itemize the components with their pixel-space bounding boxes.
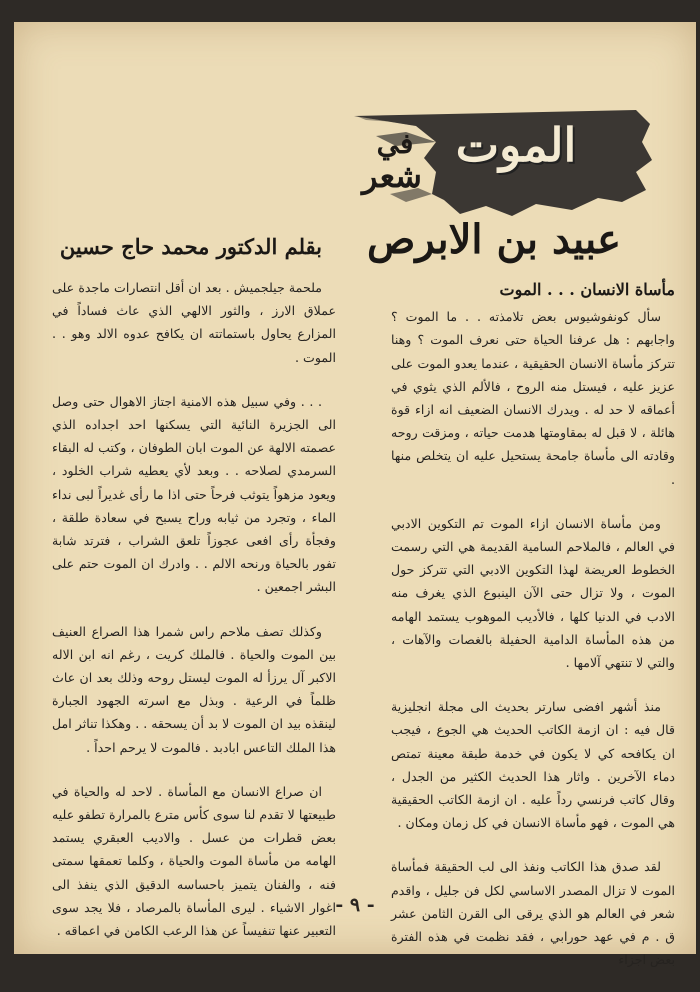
paragraph: سأل كونفوشيوس بعض تلامذته . . ما الموت ؟ واجابهم : هل عرفنا الحياة حتى نعرف الموت ؟ وهنا تتركز مأساة الانسان الحقيقية ، عندما يعدو الموت على عزيز عليه ، فيستل منه الروح ، فالألم الذي يثوي في أعماقه لا حد له . ويدرك الانسان الضعيف انه ازاء قوة هائلة ، لا قبل له بمقاومتها هدمت حياته ، ومزقت روحه وقادته الى مأساة جامحة يستحيل عليه ان يتخلص منها . <box>391 309 675 487</box>
section-heading: مأساة الانسان . . . الموت <box>499 280 675 299</box>
poet-name-heading: عبيد بن الابرص <box>367 216 621 263</box>
page-number: - ٩ - <box>335 894 375 916</box>
title-artwork <box>336 102 652 222</box>
paragraph: ملحمة جيلجميش . بعد ان أقل انتصارات ماجدة على عملاق الارز ، والثور الالهي الذي عاث فساداً في المزارع يحاول باستماتته ان يكافح عدوه الالد وهو . . الموت . <box>52 280 336 365</box>
article-column-right <box>391 276 675 992</box>
paragraph: لقد صدق هذا الكاتب ونفذ الى لب الحقيقة فمأساة الموت لا تزال المصدر الاساسي لكل فن جليل ، واقدم شعر في العالم هو الذي يرقى الى القرن الثامن عشر ق . م في عهد حورابي ، فقد نظمت في هذه الفترة بعض اجزاء <box>391 859 675 968</box>
paragraph: ومن مأساة الانسان ازاء الموت تم التكوين الادبي في العالم ، فالملاحم السامية القديمة هي التي رسمت الخطوط العريضة لهذا التكوين الادبي التي تتركز حول الموت ، ولا تزال حتى الآن الينبوع الذي يغرف منه الادب في الدنيا كلها ، فالأديب الموهوب يستمد الهامه من هذه المأساة الدامية الحفيلة بالغصات والآهات ، والتي لا تنتهي آلامها . <box>391 515 675 671</box>
magazine-page <box>14 22 696 968</box>
article-column-left <box>52 276 336 963</box>
author-byline: بقلم الدكتور محمد حاج حسين <box>59 234 322 259</box>
paragraph: ان صراع الانسان مع المأساة . لاحد له والحياة في طبيعتها لا تقدم لنا سوى كأس مترع بالمرارة تطفو عليه بعض قطرات من عسل . والاديب العبقري يستمد الهامه من مأساة الموت والحياة ، وكلما تعمقها سمتى فنه ، والفنان يتميز باحساسه الدقيق الذي ينفذ الى اغوار الاشياء . ليرى المأساة بالمرصاد ، فلا يجد سوى التعبير عنها تنفيساً عن هذا الرعب الكامن في اعماقه . <box>52 783 336 939</box>
paragraph: . . . وفي سبيل هذه الامنية اجتاز الاهوال حتى وصل الى الجزيرة النائية التي يسكنها احد اجداده الذي عصمته الالهة عن الموت ابان الطوفان ، وكتب له البقاء السرمدي لصلاحه . . وبعد لأي يعطيه شراب الخلود ، ويعود مزهواً يتوثب فرحاً حتى اذا ما رأى غديراً لبى نداء الماء ، وتجرد من ثيابه وراح يسبح في سعادة طلقة ، وفجأة رأى افعى عجوزاً تلعق الشراب ، فترتد شابة تفور بالحياة ورنحه الالم . . وادرك ان الموت حتم على البشر اجمعين . <box>52 393 336 595</box>
paragraph: منذ أشهر افضى سارتر بحديث الى مجلة انجليزية قال فيه : ان ازمة الكاتب الحديث هي الجوع ، فيجب ان يكافحه كي لا يكون في خدمة طبقة معينة تمتص دماء الآخرين . واثار هذا الحديث الكثير من الجدل ، وقال كاتب فرنسي رداً عليه . ان ازمة الكاتب الحقيقية هي الموت ، فهو مأساة الانسان في كل زمان ومكان . <box>391 699 675 831</box>
title-in: في <box>376 127 414 160</box>
paragraph: وكذلك تصف ملاحم راس شمرا هذا الصراع العنيف بين الموت والحياة . فالملك كريت ، رغم انه ابن الاله الاكبر آل يرزأ له الموت ليستل روحه وذلك بعد ان عاث ظلماً في الرعية . وبذل مع اسرته الجهود الجبارة لينقذه بيد ان الموت لا بد أن يسحقه . . وهكذا تناثر امل هذا الملك التاعس ابادبد . فالموت لا يرحم احداً . <box>52 623 336 755</box>
title-poetry: شعر <box>362 157 422 195</box>
title-death: الموت <box>455 118 577 172</box>
